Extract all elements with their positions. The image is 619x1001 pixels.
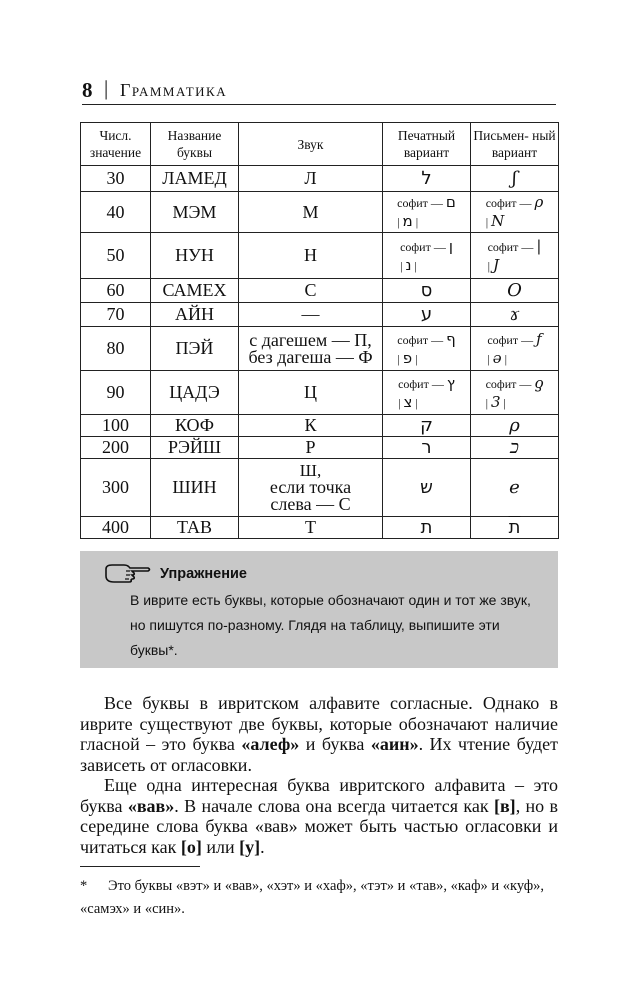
- cell-num: 70: [81, 303, 151, 327]
- sound-line: Ш,: [299, 461, 322, 480]
- footnote: [80, 875, 558, 921]
- header-name: Название буквы: [151, 123, 239, 166]
- cell-name: НУН: [151, 233, 239, 279]
- text-run: Все буквы в ивритском алфавите согласные. Однако в иврите существуют две буквы, которые обозначают наличие гласной – это буква: [80, 693, 558, 755]
- regular-letter: צ: [403, 392, 413, 411]
- sound-line: с дагешем — П,: [249, 329, 372, 350]
- cell-sound: М: [239, 192, 383, 233]
- cell-sound: Ц: [239, 371, 383, 415]
- exercise-box: [80, 551, 558, 668]
- regular-letter: 3: [491, 392, 501, 411]
- table-row: [81, 233, 559, 279]
- header-number: Числ. значение: [81, 123, 151, 166]
- table-row: [81, 437, 559, 459]
- cell-script: софит — | | J: [471, 233, 559, 279]
- sofit-letter: ρ: [534, 193, 544, 211]
- text-run: Еще одна интересная буква ивритского алфавита – это буква: [80, 775, 558, 816]
- regular-letter: J: [492, 255, 499, 274]
- cell-num: 200: [81, 437, 151, 459]
- bold-term: «алеф»: [241, 734, 300, 755]
- cell-name: САМЕХ: [151, 279, 239, 303]
- cell-name: РЭЙШ: [151, 437, 239, 459]
- pointing-hand-icon: [104, 561, 152, 585]
- cell-sound: С: [239, 279, 383, 303]
- cell-sound: Н: [239, 233, 383, 279]
- sound-line: без дагеша — Ф: [248, 346, 373, 367]
- exercise-title: Упражнение: [160, 566, 247, 582]
- bold-term: [в]: [493, 795, 516, 816]
- cell-num: 40: [81, 192, 151, 233]
- bold-term: [у]: [239, 836, 261, 857]
- page-number: 8: [82, 78, 93, 102]
- text-run: . Их чтение будет зависеть от огласовки.: [80, 734, 558, 775]
- text-run: и буква: [299, 734, 371, 755]
- cell-name: МЭМ: [151, 192, 239, 233]
- sofit-letter: ƍ: [534, 373, 544, 392]
- sofit-label: софит —: [485, 196, 532, 210]
- header-script: Письмен- ный вариант: [471, 123, 559, 166]
- cell-print: ת: [383, 517, 471, 539]
- cell-script: ɤ: [471, 303, 559, 327]
- cell-sound: Л: [239, 166, 383, 192]
- table-header-row: [81, 123, 559, 166]
- table-row: [81, 192, 559, 233]
- cell-print: софит — ף | פ |: [383, 327, 471, 371]
- footnote-rule: [80, 866, 200, 867]
- cell-sound: К: [239, 415, 383, 437]
- text-run: , но в середине слова буква «вав» может быть частью огласовки и читаться как: [80, 795, 559, 857]
- table-row: [81, 415, 559, 437]
- sofit-label: софит —: [487, 239, 534, 254]
- text-run: или: [201, 836, 240, 857]
- cell-name: ЛАМЕД: [151, 166, 239, 192]
- cell-print: ס: [383, 279, 471, 303]
- sofit-label: софит —: [397, 196, 443, 210]
- paragraph-2: [80, 775, 558, 857]
- cell-script: ρ: [471, 415, 559, 437]
- cell-print: ר: [383, 437, 471, 459]
- cell-name: АЙН: [151, 303, 239, 327]
- cell-script: ת: [471, 517, 559, 539]
- footnote-text: Это буквы «вэт» и «вав», «хэт» и «хаф», «тэт» и «тав», «каф» и «куф», «самэх» и «син».: [80, 878, 545, 917]
- cell-num: 400: [81, 517, 151, 539]
- sofit-letter: ן: [448, 236, 453, 255]
- exercise-text: В иврите есть буквы, которые обозначают один и тот же звук, но пишутся по-разному. Глядя на таблицу, выпишите эти буквы*.: [130, 592, 531, 658]
- sofit-letter: ƒ: [536, 329, 542, 348]
- sofit-letter: ץ: [446, 373, 455, 392]
- cell-name: ТАВ: [151, 517, 239, 539]
- cell-name: ШИН: [151, 459, 239, 517]
- regular-letter: N: [491, 212, 505, 230]
- cell-print: ש: [383, 459, 471, 517]
- running-header: [82, 74, 556, 106]
- sofit-label: софит —: [485, 376, 532, 391]
- cell-name: ЦАДЭ: [151, 371, 239, 415]
- header-print: Печатный вариант: [383, 123, 471, 166]
- cell-script: כ: [471, 437, 559, 459]
- cell-num: 80: [81, 327, 151, 371]
- sofit-letter: ף: [446, 329, 456, 348]
- bold-term: [о]: [180, 836, 202, 857]
- table-row: [81, 279, 559, 303]
- cell-script: софит — ƒ | ə |: [471, 327, 559, 371]
- cell-script: софит — ρ | N: [471, 192, 559, 233]
- cell-sound: [239, 459, 383, 517]
- sofit-label: софит —: [398, 376, 444, 391]
- cell-num: 60: [81, 279, 151, 303]
- cell-name: КОФ: [151, 415, 239, 437]
- cell-sound: —: [239, 303, 383, 327]
- cell-print: софит — ץ | צ |: [383, 371, 471, 415]
- cell-print: ק: [383, 415, 471, 437]
- cell-script: O: [471, 279, 559, 303]
- chapter-title: Грамматика: [120, 80, 228, 100]
- cell-name: ПЭЙ: [151, 327, 239, 371]
- header-sound: Звук: [239, 123, 383, 166]
- cell-num: 30: [81, 166, 151, 192]
- sofit-label: софит —: [400, 239, 446, 254]
- cell-print: софит — ן | נ |: [383, 233, 471, 279]
- cell-script: ʃ: [471, 166, 559, 192]
- regular-letter: נ: [405, 255, 412, 274]
- cell-print: ע: [383, 303, 471, 327]
- sofit-label: софит —: [397, 332, 444, 347]
- header-separator: |: [104, 76, 109, 100]
- footnote-mark: *: [80, 878, 88, 894]
- cell-print: ל: [383, 166, 471, 192]
- cell-num: 90: [81, 371, 151, 415]
- sofit-letter: ם: [445, 193, 456, 211]
- text-run: .: [260, 836, 265, 857]
- sofit-label: софит —: [487, 332, 534, 347]
- cell-num: 50: [81, 233, 151, 279]
- cell-script: софит — ƍ | 3 |: [471, 371, 559, 415]
- table-row: [81, 166, 559, 192]
- alphabet-table: [80, 122, 559, 539]
- regular-letter: מ: [402, 212, 413, 230]
- table-row: [81, 303, 559, 327]
- sound-line: если точка: [269, 477, 352, 497]
- cell-print: софит — ם | מ |: [383, 192, 471, 233]
- bold-term: «вав»: [127, 795, 175, 816]
- cell-sound: Т: [239, 517, 383, 539]
- bold-term: «аин»: [370, 734, 419, 755]
- text-run: . В начале слова она всегда читается как: [174, 795, 494, 816]
- table-row: [81, 459, 559, 517]
- cell-num: 300: [81, 459, 151, 517]
- paragraph-1: [80, 693, 558, 775]
- table-row: [81, 371, 559, 415]
- table-row: [81, 517, 559, 539]
- cell-sound: Р: [239, 437, 383, 459]
- cell-script: e: [471, 459, 559, 517]
- sound-line: слева — С: [270, 494, 351, 514]
- cell-sound: [239, 327, 383, 371]
- regular-letter: ə: [492, 348, 502, 367]
- sofit-letter: |: [536, 236, 542, 255]
- cell-num: 100: [81, 415, 151, 437]
- regular-letter: פ: [402, 348, 413, 367]
- header-rule: [82, 104, 556, 105]
- table-row: [81, 327, 559, 371]
